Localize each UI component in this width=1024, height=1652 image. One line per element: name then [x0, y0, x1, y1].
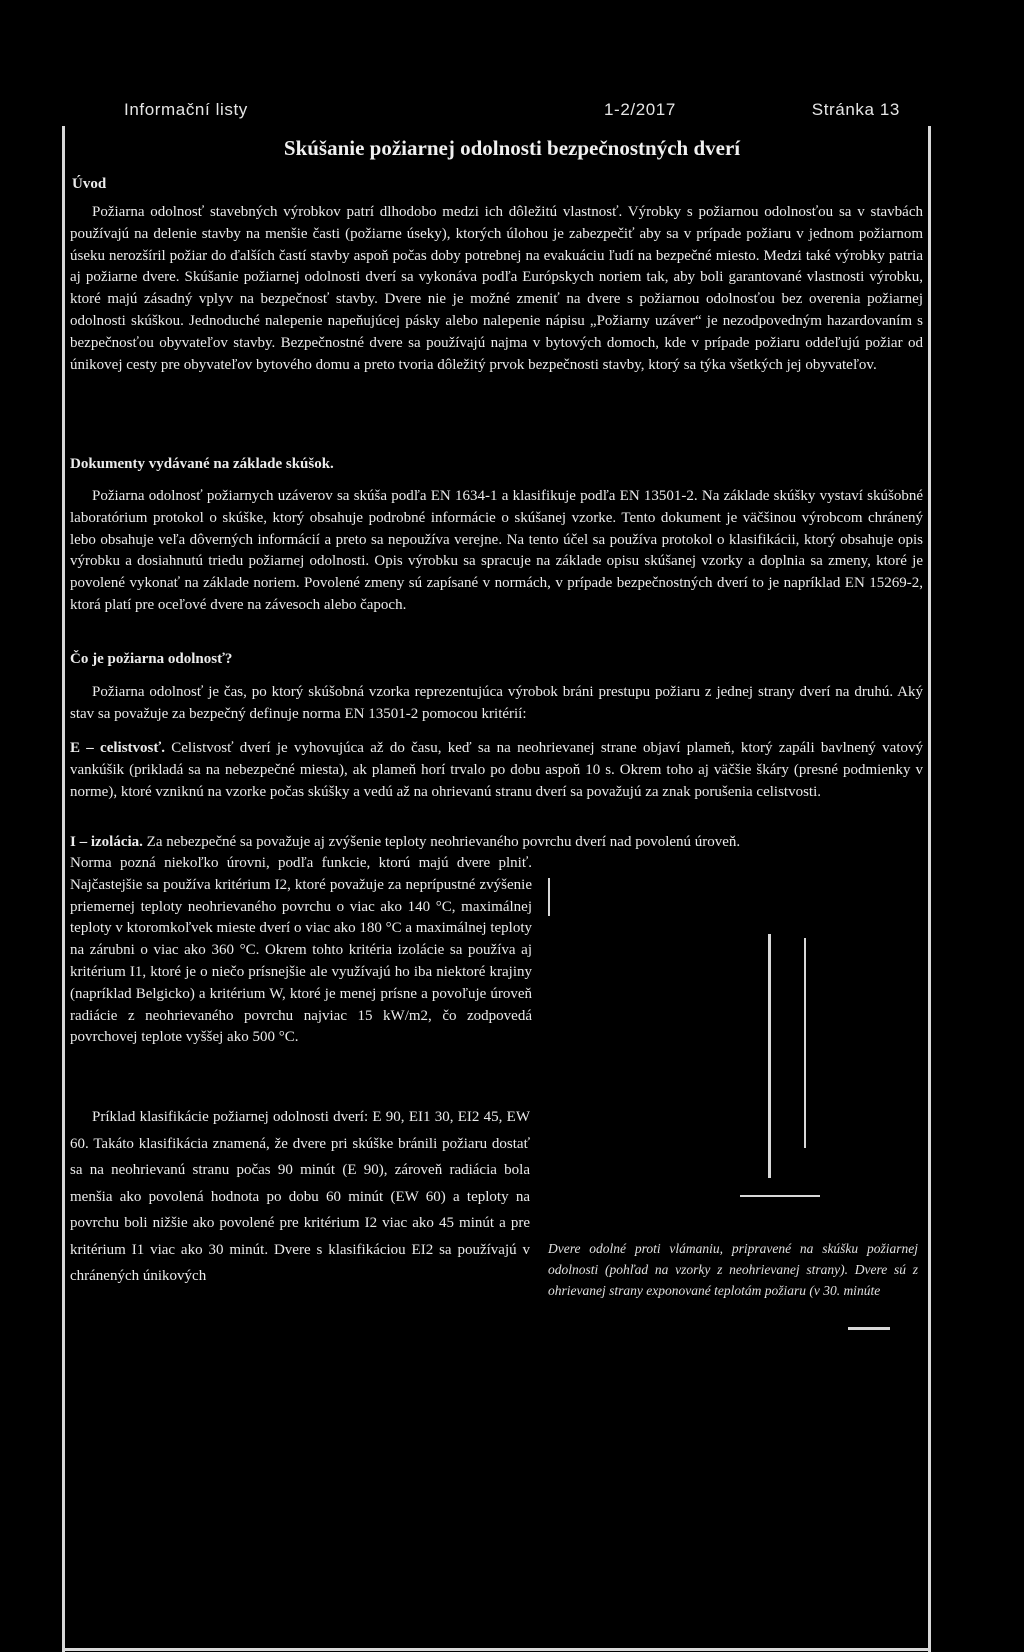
criterion-i-cont-text: Norma pozná niekoľko úrovni, podľa funkcie, ktorú majú dvere plniť. Najčastejšie sa používa kritérium I2, ktoré považuje za neprípustné zvýšenie priemernej teploty neohrievaného povrchu o viac ako 140 °C, maximálnej teploty v ktoromkoľvek mieste dverí o viac ako 180 °C a maximálnej teploty na zárubni o viac ako 360 °C. Okrem tohto kritéria izolácie sa používa aj kritérium I1, ktoré je o niečo prísnejšie ale využívajú ho iba niektoré krajiny (napríklad Belgicko) a kritérium W, ktoré je menej prísne a povoľuje úroveň radiácie z neohrievaného povrchu najviac 15 kW/m2, čo zodpovedá povrchovej teplote vyššej ako 500 °C. — [70, 855, 532, 1046]
header-issue: 1-2/2017 — [604, 100, 676, 119]
what-paragraph — [70, 682, 923, 726]
classification-example-text: Príklad klasifikácie požiarnej odolnosti dverí: E 90, EI1 30, EI2 45, EW 60. Takáto klasifikácia znamená, že dvere pri skúške bránili požiaru dostať sa na neohrievanú stranu počas 90 minút (E 90), zároveň radiácia bola menšia ako povolená hodnota po dobu 60 minút (EW 60) a teploty na povrchu boli nižšie ako povolené pre kritérium I2 viac ako 45 minút a pre kritérium I1 viac ako 30 minút. Dvere s klasifikáciou EI2 sa používajú v chránených únikových — [70, 1109, 530, 1284]
section-what-heading: Čo je požiarna odolnosť? — [70, 651, 233, 667]
photo-floor-line — [740, 1195, 820, 1197]
intro-paragraph — [70, 202, 923, 376]
photo-caption: Dvere odolné proti vlámaniu, pripravené na skúšku požiarnej odolnosti (pohľad na vzorky z neohrievanej strany). Dvere sú z ohrievanej strany exponované teplotám požiaru (v 30. minúte — [548, 1241, 918, 1298]
criterion-e-label: E – celistvosť. — [70, 740, 165, 756]
photo-door-edge-right — [804, 938, 806, 1148]
header-page-number: Stránka 13 — [811, 100, 900, 119]
photo-edge-line — [548, 878, 550, 916]
header-publication: Informační listy — [124, 100, 248, 119]
classification-example — [70, 1104, 530, 1290]
section-docs-heading: Dokumenty vydávané na základe skúšok. — [70, 456, 334, 472]
criterion-e-text: Celistvosť dverí je vyhovujúca až do času, keď sa na neohrievanej strane objaví plameň, ktorý zapáli bavlnený vatový vankúšik (prikladá sa na nebezpečné miesta), ak plameň horí trvalo po dobu aspoň 10 s. Okrem toho aj väčšie škáry (presné podmienky v norme), ktoré vzniknú na vzorke počas skúšky a vedú až na ohrievanú stranu dverí sa považujú za znak porušenia celistvosti. — [70, 740, 924, 800]
frame-right-border — [928, 126, 931, 1652]
page-header — [124, 100, 900, 124]
criterion-i-paragraph — [70, 832, 923, 854]
criterion-e-paragraph — [70, 738, 923, 803]
criterion-i-label: I – izolácia. — [70, 834, 143, 850]
docs-text: Požiarna odolnosť požiarnych uzáverov sa skúša podľa EN 1634-1 a klasifikuje podľa EN 13501-2. Na základe skúšky vystaví skúšobné laboratórium protokol o skúške, ktorý obsahuje podrobné informácie o skúšanej vzorke. Tento dokument je väčšinou výrobcom chránený lebo obsahuje veľa dôverných informácií a preto sa nepoužíva verejne. Na tento účel sa používa protokol o klasifikácii, ktorý obsahuje opis výrobku a dosiahnutú triedu požiarnej odolnosti. Opis výrobku sa spracuje na základe opisu skúšanej vzorky a doplnia sa zmeny, ktoré je povolené vykonať na základe noriem. Povolené zmeny sú zapísané v normách, v prípade bezpečnostných dverí to je napríklad EN 15269-2, ktorá platí pre oceľové dvere na závesoch alebo čapoch. — [70, 488, 923, 613]
criterion-i-text: Za nebezpečné sa považuje aj zvýšenie teploty neohrievaného povrchu dverí nad povolenú úroveň. — [146, 834, 741, 850]
criterion-i-continuation — [70, 853, 532, 1049]
frame-left-border — [62, 126, 65, 1652]
caption-rule — [848, 1327, 890, 1330]
what-text: Požiarna odolnosť je čas, po ktorý skúšobná vzorka reprezentujúca výrobok bráni prestupu požiaru z jednej strany dverí na druhú. Aký stav sa považuje za bezpečný definuje norma EN 13501-2 pomocou kritérií: — [70, 684, 923, 722]
frame-bottom-border — [62, 1648, 931, 1651]
intro-text: Požiarna odolnosť stavebných výrobkov patrí dlhodobo medzi ich dôležitú vlastnosť. Výrobky s požiarnou odolnosťou sa v stavbách používajú na delenie stavby na menšie časti (požiarne úseky), ktorých úlohou je zabezpečiť aby sa v prípade požiaru v jednom požiarnom úseku nerozšíril požiar do ďalších častí stavby aspoň počas doby potrebnej na evakuáciu ľudí na bezpečné miesto. Medzi také výrobky patria aj požiarne dvere. Skúšanie požiarnej odolnosti dverí sa vykonáva podľa Európskych noriem tak, aby boli garantované vlastnosti výrobku, ktoré majú zásadný vplyv na bezpečnosť stavby. Dvere nie je možné zmeniť na dvere s požiarnou odolnosťou bez overenia požiarnej odolnosti skúškou. Jednoduché nalepenie napeňujúcej pásky alebo nalepenie nápisu „Požiarny uzáver“ je nezodpovedným hazardovaním s bezpečnosťou obyvateľov stavby. Bezpečnostné dvere sa používajú najma v bytových domoch, kde v prípade požiaru oddeľujú požiar od únikovej cesty pre obyvateľov bytového domu a preto tvoria dôležitý prvok bezpečnosti stavby, ktorý sa týka všetkých jej obyvateľov. — [70, 204, 923, 373]
photo-door-edge-left — [768, 934, 771, 1178]
page-title: Skúšanie požiarnej odolnosti bezpečnostných dverí — [283, 136, 741, 160]
docs-paragraph — [70, 486, 923, 617]
section-intro-heading: Úvod — [72, 176, 107, 192]
